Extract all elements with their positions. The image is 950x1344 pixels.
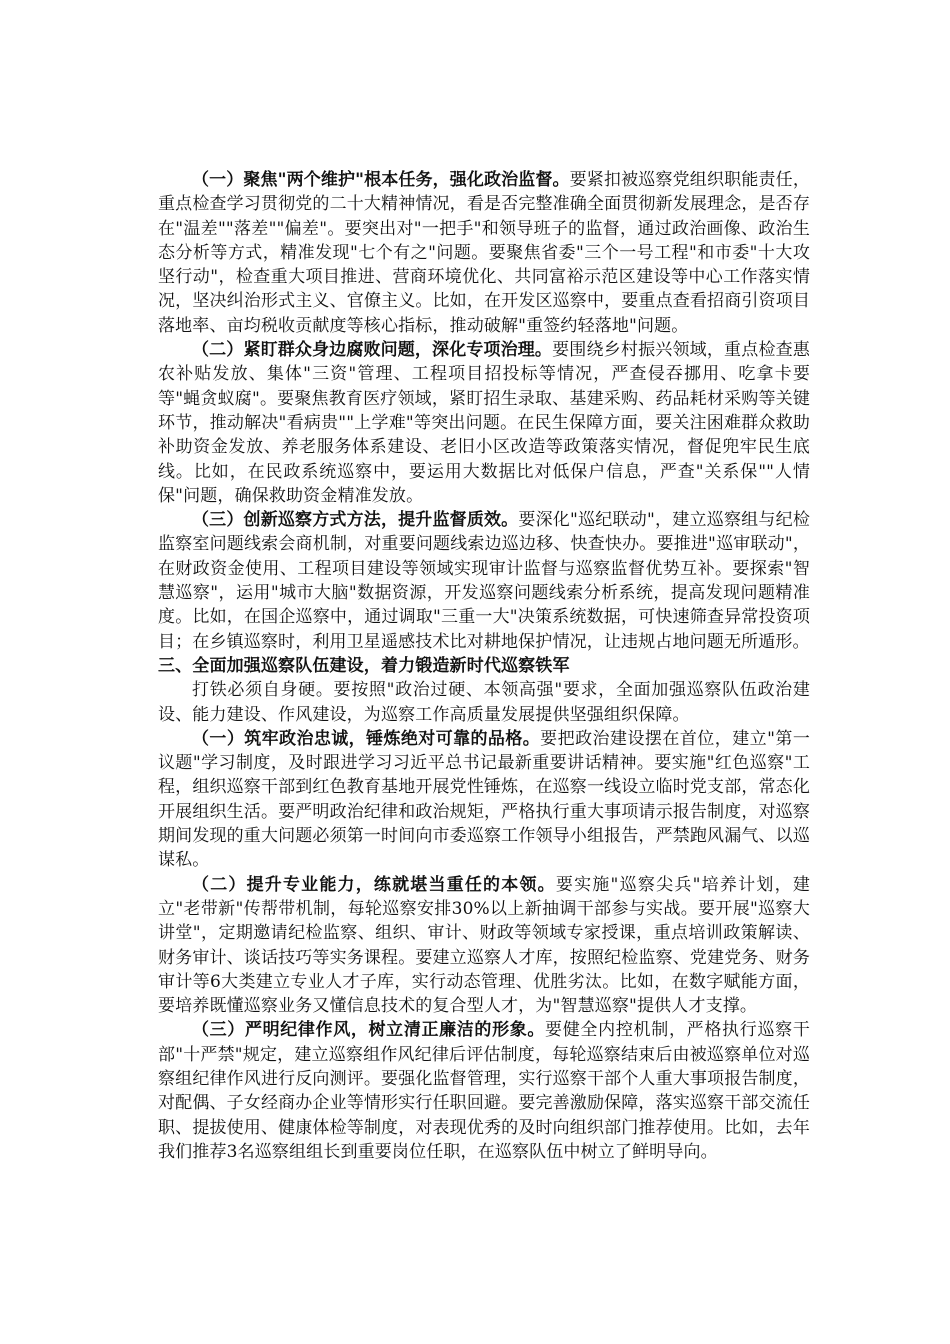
paragraph-lead: （一）筑牢政治忠诚，锤炼绝对可靠的品格。 [192,728,541,749]
paragraph-text: 要紧扣被巡察党组织职能责任，重点检查学习贯彻党的二十大精神情况，看是否完整准确全面贯彻新发展理念，是否存在"温差""落差""偏差"。要突出对"一把手"和领导班子的监督，通过政治画像、政治生态分析等方式，精准发现"七个有之"问题。要聚焦省委"三个一号工程"和市委"十大攻坚行动"，检查重大项目推进、营商环境优化、共同富裕示范区建设等中心工作落实情况，坚决纠治形式主义、官僚主义。比如，在开发区巡察中，要重点查看招商引资项目落地率、亩均税收贡献度等核心指标，推动破解"重签约轻落地"问题。 [158,170,810,336]
paragraph-lead: （二）紧盯群众身边腐败问题，深化专项治理。 [192,340,553,361]
document-body [158,168,810,1164]
section-heading: 三、全面加强巡察队伍建设，着力锻造新时代巡察铁军 [158,655,570,676]
paragraph-text: 要深化"巡纪联动"，建立巡察组与纪检监察室问题线索会商机制，对重要问题线索边巡边移、快查快办。要推进"巡审联动"，在财政资金使用、工程项目建设等领域实现审计监督与巡察监督优势互补。要探索"智慧巡察"，运用"城市大脑"数据资源，开发巡察问题线索分析系统，提高发现问题精准度。比如，在国企巡察中，通过调取"三重一大"决策系统数据，可快速筛查异常投资项目；在乡镇巡察时，利用卫星遥感技术比对耕地保护情况，让违规占地问题无所遁形。 [158,510,810,652]
paragraph-lead: （三）创新巡察方式方法，提升监督质效。 [192,510,519,531]
paragraph-text: 要围绕乡村振兴领域，重点检查惠农补贴发放、集体"三资"管理、工程项目招投标等情况，严查侵吞挪用、吃拿卡要等"蝇贪蚁腐"。要聚焦教育医疗领域，紧盯招生录取、基建采购、药品耗材采购等关键环节，推动解决"看病贵""上学难"等突出问题。在民生保障方面，要关注困难群众救助补助资金发放、养老服务体系建设、老旧小区改造等政策落实情况，督促兜牢民生底线。比如，在民政系统巡察中，要运用大数据比对低保户信息，严查"关系保""人情保"问题，确保救助资金精准发放。 [158,340,810,506]
paragraph-text: 要把政治建设摆在首位，建立"第一议题"学习制度，及时跟进学习习近平总书记最新重要讲话精神。要实施"红色巡察"工程，组织巡察干部到红色教育基地开展党性锤炼，在巡察一线设立临时党支部，常态化开展组织生活。要严明政治纪律和政治规矩，严格执行重大事项请示报告制度，对巡察期间发现的重大问题必须第一时间向市委巡察工作领导小组报告，严禁跑风漏气、以巡谋私。 [158,728,811,871]
section-intro: 打铁必须自身硬。要按照"政治过硬、本领高强"要求，全面加强巡察队伍政治建设、能力建设、作风建设，为巡察工作高质量发展提供坚强组织保障。 [158,680,810,725]
paragraph-lead: （三）严明纪律作风，树立清正廉洁的形象。 [192,1020,546,1041]
paragraph-inspection-methods [158,508,810,654]
paragraph-text: 要实施"巡察尖兵"培养计划，建立"老带新"传帮带机制，每轮巡察安排30%以上新抽调干部参与实战。要开展"巡察大讲堂"，定期邀请纪检监察、组织、审计、财政等领域专家授课，重点培训政策解读、财务审计、谈话技巧等实务课程。要建立巡察人才库，按照纪检监察、党建党务、财务审计等6大类建立专业人才子库，实行动态管理、优胜劣汰。比如，在数字赋能方面，要培养既懂巡察业务又懂信息技术的复合型人才，为"智慧巡察"提供人才支撑。 [158,874,810,1017]
paragraph-grassroots-corruption [158,338,810,508]
paragraph-lead: （一）聚焦"两个维护"根本任务，强化政治监督。 [192,170,570,190]
paragraph-discipline-style [158,1018,810,1164]
paragraph-political-supervision [158,168,810,338]
paragraph-professional-ability [158,873,810,1019]
paragraph-text: 要健全内控机制，严格执行巡察干部"十严禁"规定，建立巡察组作风纪律后评估制度，每轮巡察结束后由被巡察单位对巡察组纪律作风进行反向测评。要强化监督管理，实行巡察干部个人重大事项报告制度，对配偶、子女经商办企业等情形实行任职回避。要完善激励保障，落实巡察干部交流任职、提拔使用、健康体检等制度，对表现优秀的及时向组织部门推荐使用。比如，去年我们推荐3名巡察组组长到重要岗位任职，在巡察队伍中树立了鲜明导向。 [158,1020,811,1162]
paragraph-political-loyalty [158,727,810,873]
paragraph-lead: （二）提升专业能力，练就堪当重任的本领。 [192,874,556,895]
